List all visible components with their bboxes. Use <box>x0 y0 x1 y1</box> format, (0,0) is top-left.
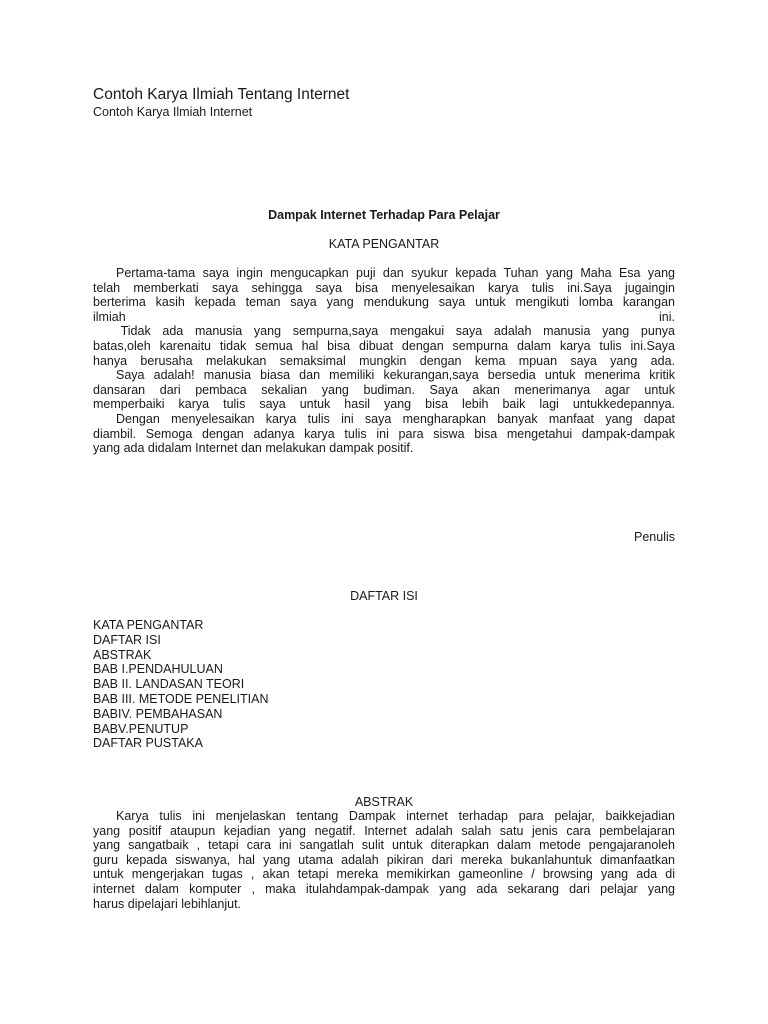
toc-item: DAFTAR PUSTAKA <box>93 736 203 751</box>
paragraph-line: berterima kasih kepada teman saya yang mendukung saya untuk mengikuti lomba karangan <box>93 295 675 310</box>
paragraph-line: dansaran dari pembaca sekalian yang budiman. Saya akan menerimanya agar untuk <box>93 382 675 397</box>
paragraph-line: yang positif ataupun kejadian yang negatif. Internet adalah salah satu jenis cara pembelajaran <box>93 823 675 838</box>
paragraph-line: memperbaiki karya tulis saya untuk hasil yang bisa lebih baik lagi untukkedepannya. <box>93 397 675 412</box>
paper-heading: Dampak Internet Terhadap Para Pelajar <box>268 208 500 222</box>
paragraph-line: Pertama-tama saya ingin mengucapkan puji dan syukur kepada Tuhan yang Maha Esa yang <box>116 266 675 280</box>
paragraph-line: diambil. Semoga dengan adanya karya tulis ini para siswa bisa mengetahui dampak-dampak <box>93 426 675 441</box>
kata-pengantar-paragraph <box>93 266 675 456</box>
document-subtitle: Contoh Karya Ilmiah Internet <box>93 105 253 119</box>
paragraph-line: batas,oleh karenaitu tidak semua hal bisa dibuat dengan sempurna dalam karya tulis ini.Saya <box>93 338 675 353</box>
toc-item: BAB III. METODE PENELITIAN <box>93 691 269 706</box>
document-title: Contoh Karya Ilmiah Tentang Internet <box>93 86 350 103</box>
paragraph-line: Dengan menyelesaikan karya tulis ini saya mengharapkan banyak manfaat yang dapat <box>116 411 675 426</box>
paragraph-line: telah memberkati saya sehingga saya bisa menyelesaikan karya tulis ini.Saya jugaingin <box>93 280 675 295</box>
paragraph-line: internet dalam komputer , maka itulahdampak-dampak yang ada sekarang dari pelajar yang <box>93 881 675 896</box>
paragraph-line: Tidak ada manusia yang sempurna,saya mengakui saya adalah manusia yang punya <box>120 324 675 339</box>
toc-item: DAFTAR ISI <box>93 632 161 647</box>
toc-item: BABV.PENUTUP <box>93 721 189 736</box>
paragraph-line: Saya adalah! manusia biasa dan memiliki kekurangan,saya bersedia untuk menerima kritik <box>116 368 675 383</box>
paragraph-line: hanya berusaha melakukan semaksimal mungkin dengan kema mpuan saya yang ada. <box>93 353 675 368</box>
toc-item: BAB I.PENDAHULUAN <box>93 662 223 677</box>
paragraph-line: yang sangatbaik , tetapi cara ini sangatlah sulit untuk diterapkan dalam metode pengajaranoleh <box>93 838 675 853</box>
signature: Penulis <box>634 530 675 544</box>
paragraph-line: guru kepada siswanya, hal yang utama adalah pikiran dari mereka bukanlahuntuk dimanfaatkan <box>93 852 675 867</box>
abstrak-paragraph <box>93 809 675 911</box>
paragraph-line: untuk mengerjakan tugas , akan tetapi mereka memikirkan gameonline / browsing yang ada di <box>93 867 675 882</box>
paragraph-line: ilmiah ini. <box>93 309 675 324</box>
toc-item: ABSTRAK <box>93 647 152 662</box>
toc-item: KATA PENGANTAR <box>93 618 204 632</box>
toc-item: BABIV. PEMBAHASAN <box>93 706 223 721</box>
paragraph-line: Karya tulis ini menjelaskan tentang Dampak internet terhadap para pelajar, baikkejadian <box>116 809 675 823</box>
kata-pengantar-heading: KATA PENGANTAR <box>328 237 440 251</box>
toc-item: BAB II. LANDASAN TEORI <box>93 677 245 692</box>
paragraph-line: yang ada didalam Internet dan melakukan dampak positif. <box>93 441 414 456</box>
abstrak-heading: ABSTRAK <box>354 795 414 809</box>
table-of-contents <box>93 618 269 751</box>
paragraph-line: harus dipelajari lebihlanjut. <box>93 896 242 911</box>
daftar-isi-heading: DAFTAR ISI <box>350 589 418 603</box>
